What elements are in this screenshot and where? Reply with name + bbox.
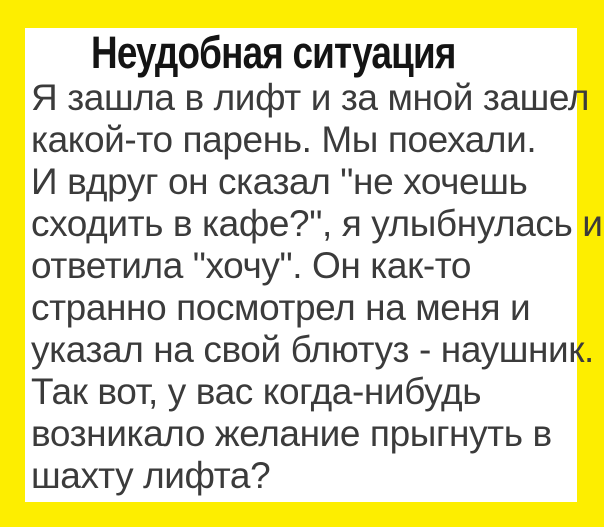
meme-text-line: возникало желание прыгнуть в [31, 413, 552, 454]
meme-text-line: сходить в кафе?", я улыбнулась и [31, 203, 603, 244]
meme-text-line: указал на свой блютуз - наушник. [31, 329, 594, 370]
meme-title-text: Неудобная ситуация [90, 27, 456, 78]
meme-text-line: странно посмотрел на меня и [31, 287, 531, 328]
meme-text-line: ответила "хочу". Он как-то [31, 245, 472, 286]
meme-title [25, 29, 577, 76]
meme-text-line: И вдруг он сказал "не хочешь [31, 161, 528, 202]
meme-text-line: Так вот, у вас когда-нибудь [31, 371, 482, 412]
meme-body [25, 77, 603, 497]
meme-text-line: какой-то парень. Мы поехали. [31, 119, 537, 160]
meme-card [25, 27, 603, 502]
meme-text-line: шахту лифта? [31, 455, 271, 496]
meme-text-line: Я зашла в лифт и за мной зашел [31, 77, 590, 118]
